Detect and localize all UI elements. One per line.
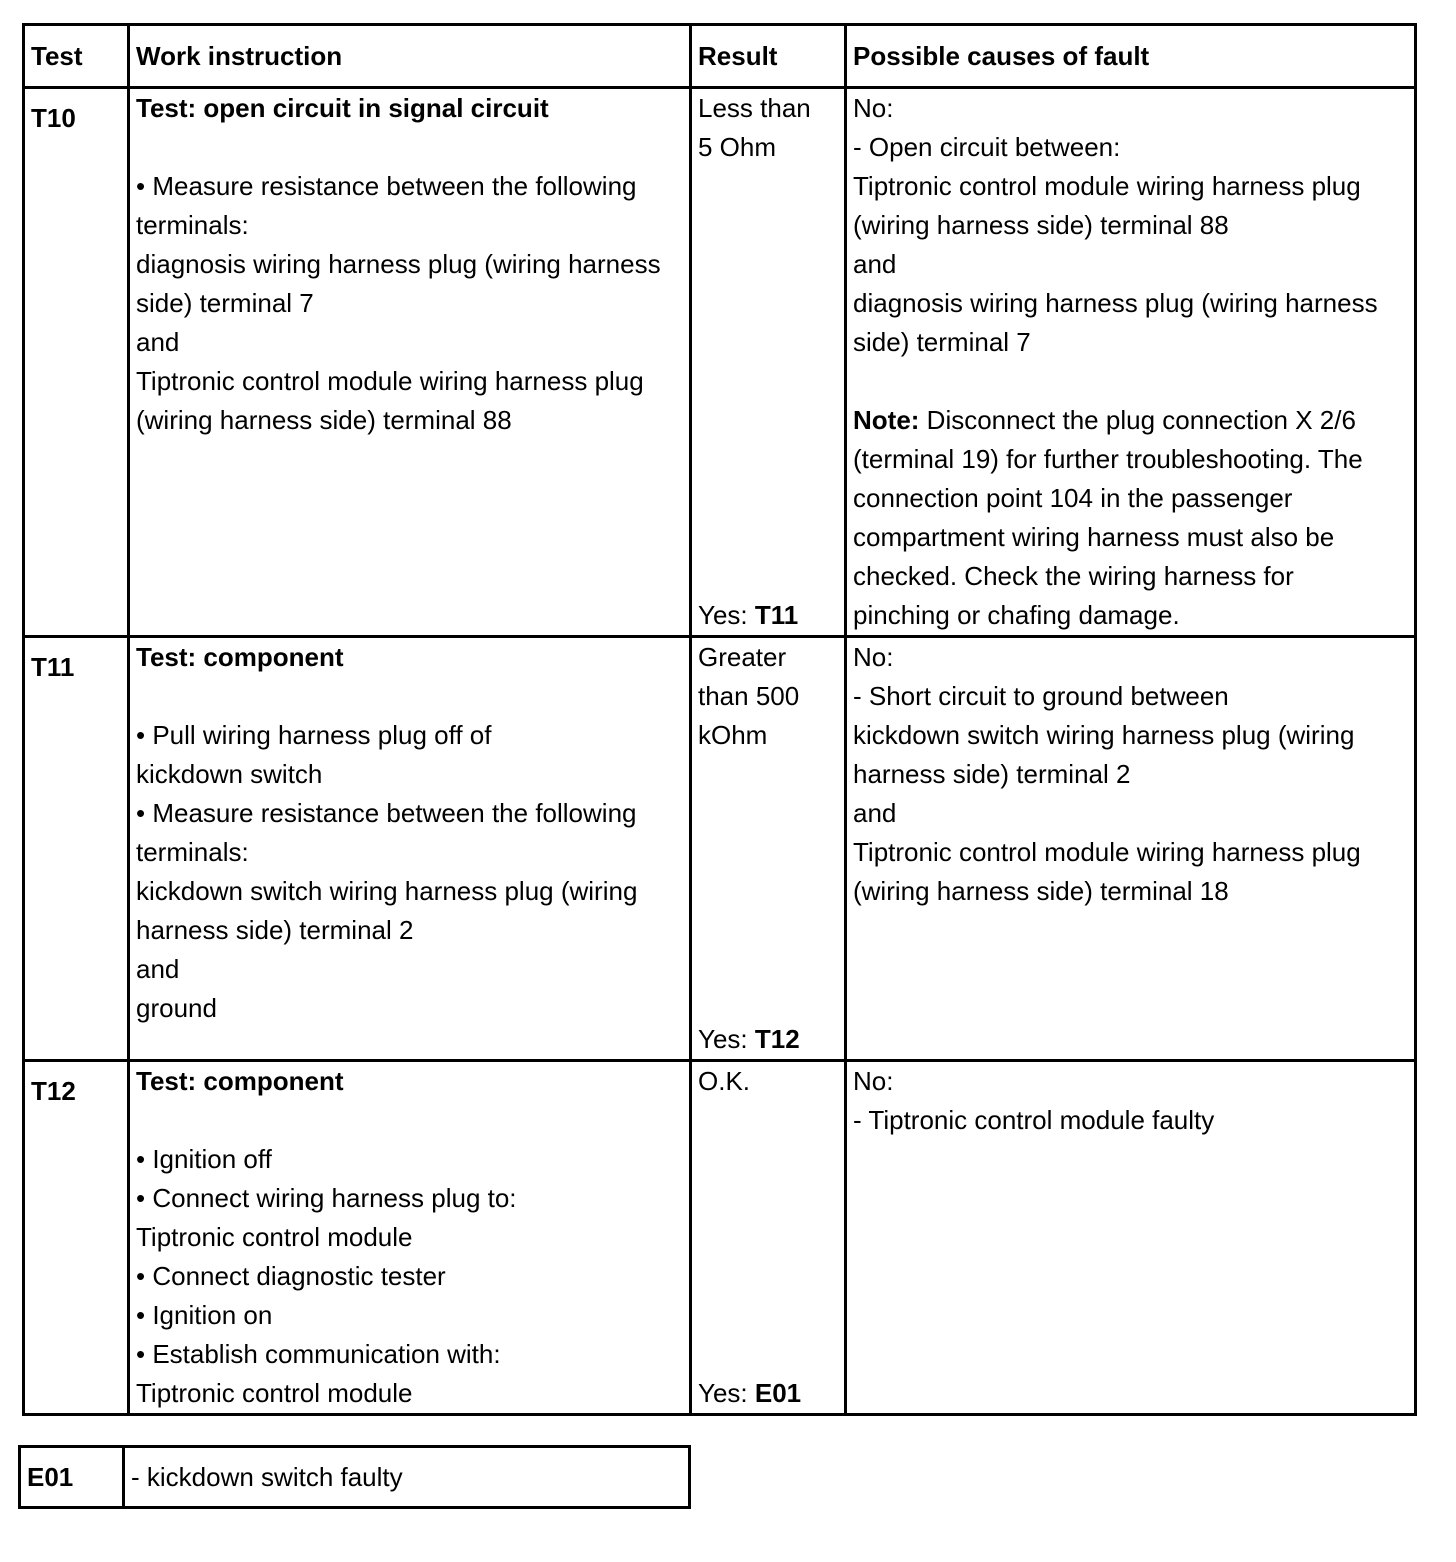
instruction-line: kickdown switch wiring harness plug (wiring xyxy=(136,876,638,906)
note-line: compartment wiring harness must also be xyxy=(853,522,1335,552)
test-id: T10 xyxy=(24,88,129,637)
end-result-table xyxy=(18,1445,691,1509)
result-line: 5 Ohm xyxy=(698,132,777,162)
cause-line: - Short circuit to ground between xyxy=(853,681,1229,711)
end-result-id: E01 xyxy=(20,1447,124,1508)
yes-next-step xyxy=(698,596,798,635)
result-cell xyxy=(691,1061,846,1415)
instruction-line: • Measure resistance between the following xyxy=(136,171,637,201)
result-line: Less than xyxy=(698,93,811,123)
yes-target: E01 xyxy=(754,1378,802,1408)
instruction-line: and xyxy=(136,954,180,984)
header-possible-causes: Possible causes of fault xyxy=(846,25,1416,88)
work-instruction-cell xyxy=(129,88,691,637)
instruction-line: terminals: xyxy=(136,837,249,867)
test-title: Test: component xyxy=(136,1066,344,1096)
test-id: T12 xyxy=(24,1061,129,1415)
instruction-line: (wiring harness side) terminal 88 xyxy=(136,405,512,435)
cause-line: side) terminal 7 xyxy=(853,327,1031,357)
yes-label: Yes: xyxy=(698,600,748,630)
end-result-row xyxy=(20,1447,690,1508)
result-line: than 500 xyxy=(698,681,800,711)
cause-line: harness side) terminal 2 xyxy=(853,759,1131,789)
cause-line: No: xyxy=(853,1066,894,1096)
note-line: checked. Check the wiring harness for xyxy=(853,561,1294,591)
instruction-line: ground xyxy=(136,993,217,1023)
yes-target: T12 xyxy=(754,1024,800,1054)
note-line: (terminal 19) for further troubleshooting. The xyxy=(853,444,1363,474)
cause-line: Tiptronic control module wiring harness plug xyxy=(853,171,1361,201)
cause-line: diagnosis wiring harness plug (wiring harness xyxy=(853,288,1378,318)
cause-line: No: xyxy=(853,93,894,123)
end-result-text: - kickdown switch faulty xyxy=(124,1447,690,1508)
header-result: Result xyxy=(691,25,846,88)
instruction-line: • Connect wiring harness plug to: xyxy=(136,1183,517,1213)
causes-cell xyxy=(846,1061,1416,1415)
note-line: pinching or chafing damage. xyxy=(853,600,1180,630)
instruction-line: • Establish communication with: xyxy=(136,1339,501,1369)
test-title: Test: open circuit in signal circuit xyxy=(136,93,549,123)
instruction-line: and xyxy=(136,327,180,357)
work-instruction-cell xyxy=(129,637,691,1061)
note-text: Disconnect the plug connection X 2/6 xyxy=(919,405,1356,435)
instruction-line: kickdown switch xyxy=(136,759,323,789)
test-id: T11 xyxy=(24,637,129,1061)
troubleshooting-table xyxy=(22,23,1417,1416)
yes-label: Yes: xyxy=(698,1378,748,1408)
instruction-line: side) terminal 7 xyxy=(136,288,314,318)
cause-line: - Open circuit between: xyxy=(853,132,1121,162)
result-line: O.K. xyxy=(698,1066,751,1096)
header-test: Test xyxy=(24,25,129,88)
causes-cell xyxy=(846,88,1416,637)
cause-line: - Tiptronic control module faulty xyxy=(853,1105,1215,1135)
cause-line: No: xyxy=(853,642,894,672)
table-row-t10 xyxy=(24,88,1416,637)
cause-line: (wiring harness side) terminal 18 xyxy=(853,876,1229,906)
cause-line: (wiring harness side) terminal 88 xyxy=(853,210,1229,240)
result-line: kOhm xyxy=(698,720,768,750)
instruction-line: • Pull wiring harness plug off of xyxy=(136,720,492,750)
instruction-line: Tiptronic control module wiring harness plug xyxy=(136,366,644,396)
yes-target: T11 xyxy=(754,600,799,630)
header-row xyxy=(24,25,1416,88)
table-row-t11 xyxy=(24,637,1416,1061)
instruction-line: • Measure resistance between the following xyxy=(136,798,637,828)
result-cell xyxy=(691,88,846,637)
instruction-line: diagnosis wiring harness plug (wiring harness xyxy=(136,249,661,279)
result-line: Greater xyxy=(698,642,787,672)
instruction-line: • Ignition off xyxy=(136,1144,272,1174)
instruction-line: harness side) terminal 2 xyxy=(136,915,414,945)
instruction-line: Tiptronic control module xyxy=(136,1222,413,1252)
header-work-instruction: Work instruction xyxy=(129,25,691,88)
test-title: Test: component xyxy=(136,642,344,672)
cause-line: and xyxy=(853,798,897,828)
yes-next-step xyxy=(698,1374,801,1413)
cause-line: kickdown switch wiring harness plug (wiring xyxy=(853,720,1355,750)
cause-line: and xyxy=(853,249,897,279)
instruction-line: • Connect diagnostic tester xyxy=(136,1261,446,1291)
result-cell xyxy=(691,637,846,1061)
work-instruction-cell xyxy=(129,1061,691,1415)
table-row-t12 xyxy=(24,1061,1416,1415)
causes-cell xyxy=(846,637,1416,1061)
yes-next-step xyxy=(698,1020,800,1059)
cause-line: Tiptronic control module wiring harness plug xyxy=(853,837,1361,867)
yes-label: Yes: xyxy=(698,1024,748,1054)
instruction-line: • Ignition on xyxy=(136,1300,273,1330)
instruction-line: Tiptronic control module xyxy=(136,1378,413,1408)
instruction-line: terminals: xyxy=(136,210,249,240)
note-line xyxy=(853,401,1408,440)
note-label: Note: xyxy=(853,405,920,435)
note-line: connection point 104 in the passenger xyxy=(853,483,1293,513)
